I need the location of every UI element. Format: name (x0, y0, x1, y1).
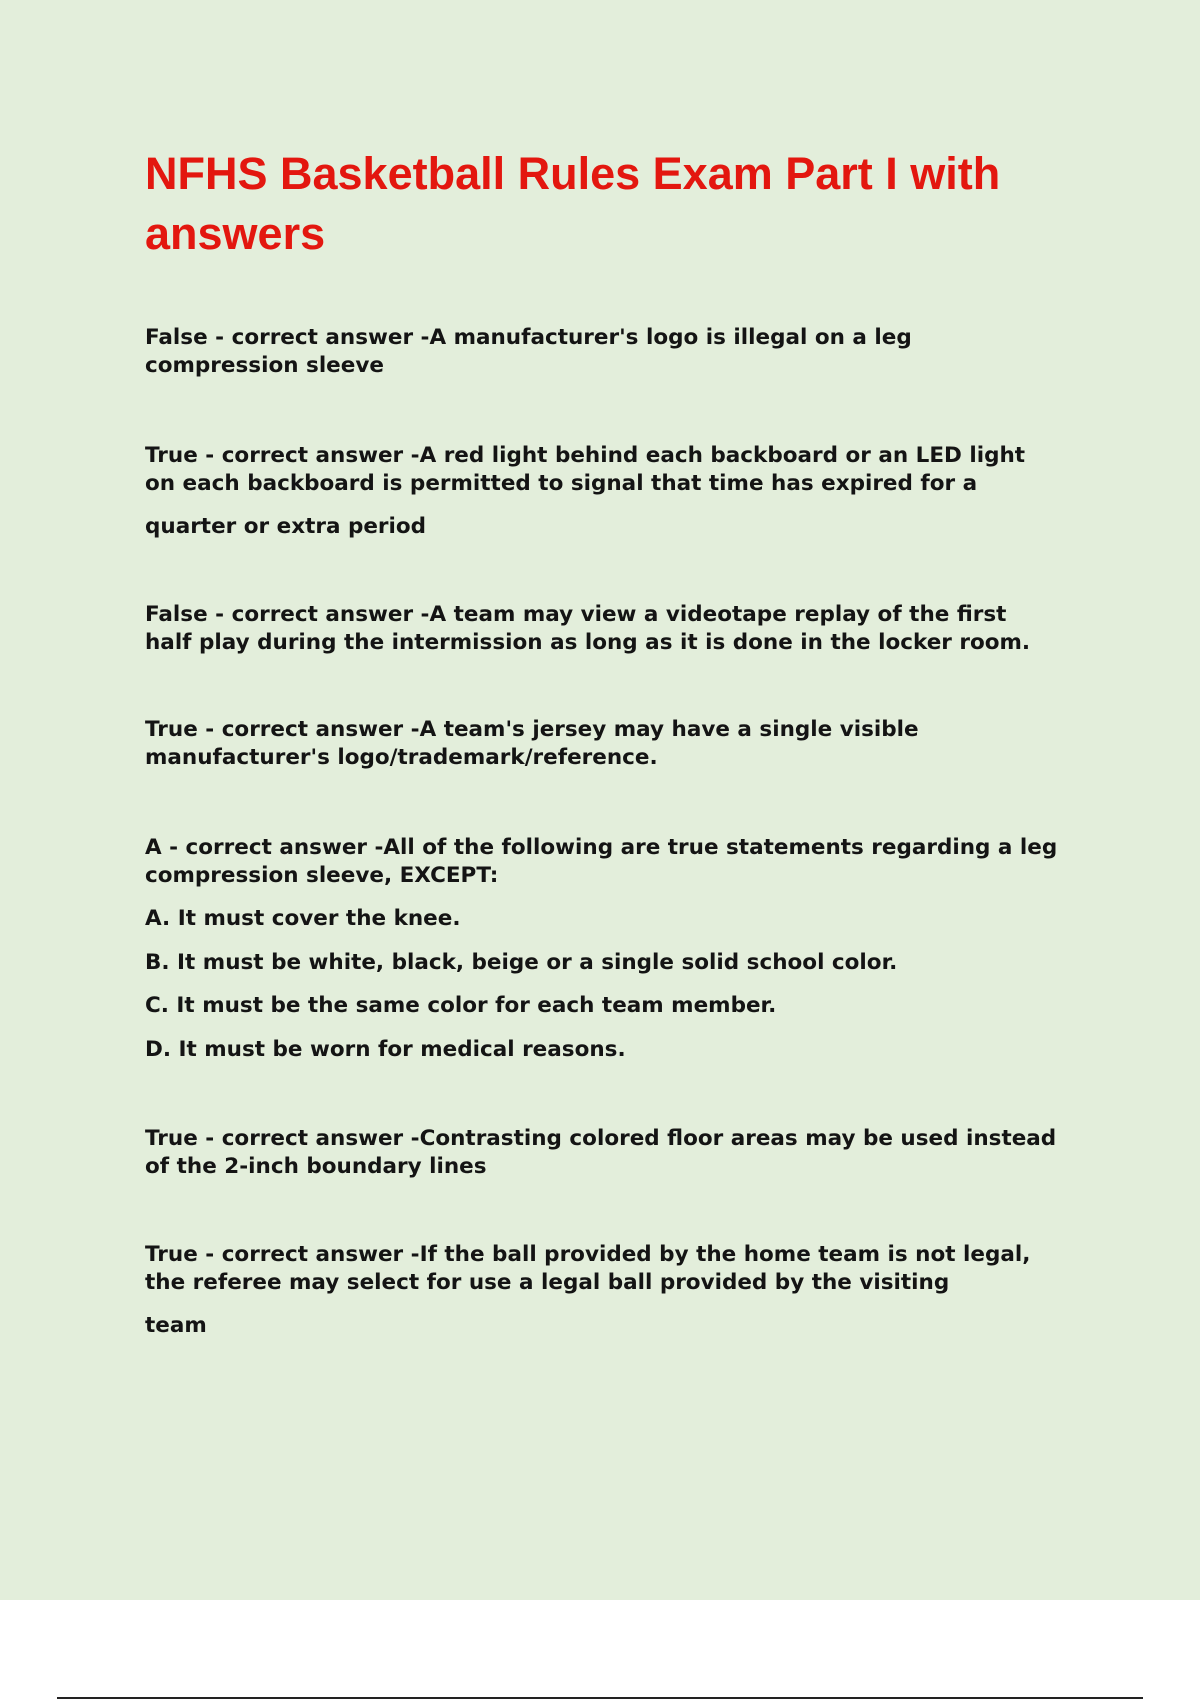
qa-item-1 (145, 324, 1095, 379)
qa-item-1-line-1: False - correct answer -A manufacturer's logo is illegal on a leg (145, 325, 912, 350)
qa-item-2-line-2: on each backboard is permitted to signal that time has expired for a (145, 470, 978, 496)
qa-item-7 (145, 1241, 1095, 1340)
qa-item-5-option-a: A. It must cover the knee. (145, 906, 461, 931)
qa-item-4-line-2: manufacturer's logo/trademark/reference. (145, 744, 658, 770)
qa-item-3-line-1: False - correct answer -A team may view a videotape replay of the first (145, 602, 1007, 627)
qa-item-6-line-2: of the 2-inch boundary lines (145, 1153, 487, 1179)
qa-item-2-line-3: quarter or extra period (145, 514, 427, 539)
qa-item-5-line-1: A - correct answer -All of the following are true statements regarding a leg (145, 835, 1058, 860)
title-line-2: answers (145, 208, 326, 259)
qa-item-4 (145, 716, 1095, 771)
footer-divider (57, 1697, 1143, 1699)
qa-item-4-line-1: True - correct answer -A team's jersey may have a single visible (145, 717, 919, 742)
qa-item-5 (145, 834, 1095, 1063)
qa-item-7-line-1: True - correct answer -If the ball provided by the home team is not legal, (145, 1242, 1031, 1267)
qa-item-5-option-d: D. It must be worn for medical reasons. (145, 1036, 626, 1062)
qa-item-2 (145, 442, 1095, 541)
qa-item-5-option-b: B. It must be white, black, beige or a single solid school color. (145, 949, 898, 975)
qa-item-7-line-3: team (145, 1313, 207, 1338)
qa-item-2-line-1: True - correct answer -A red light behind each backboard or an LED light (145, 443, 1026, 468)
qa-item-5-option-c: C. It must be the same color for each team member. (145, 993, 777, 1018)
qa-item-3 (145, 601, 1095, 656)
title-line-1: NFHS Basketball Rules Exam Part I with (145, 148, 1001, 199)
qa-item-6 (145, 1125, 1095, 1180)
document-title (145, 144, 1095, 264)
qa-item-3-line-2: half play during the intermission as long as it is done in the locker room. (145, 629, 1031, 655)
qa-item-5-line-2: compression sleeve, EXCEPT: (145, 862, 499, 888)
qa-item-6-line-1: True - correct answer -Contrasting colored floor areas may be used instead (145, 1126, 1057, 1151)
qa-item-7-line-2: the referee may select for use a legal ball provided by the visiting (145, 1269, 950, 1295)
qa-item-1-line-2: compression sleeve (145, 352, 384, 378)
